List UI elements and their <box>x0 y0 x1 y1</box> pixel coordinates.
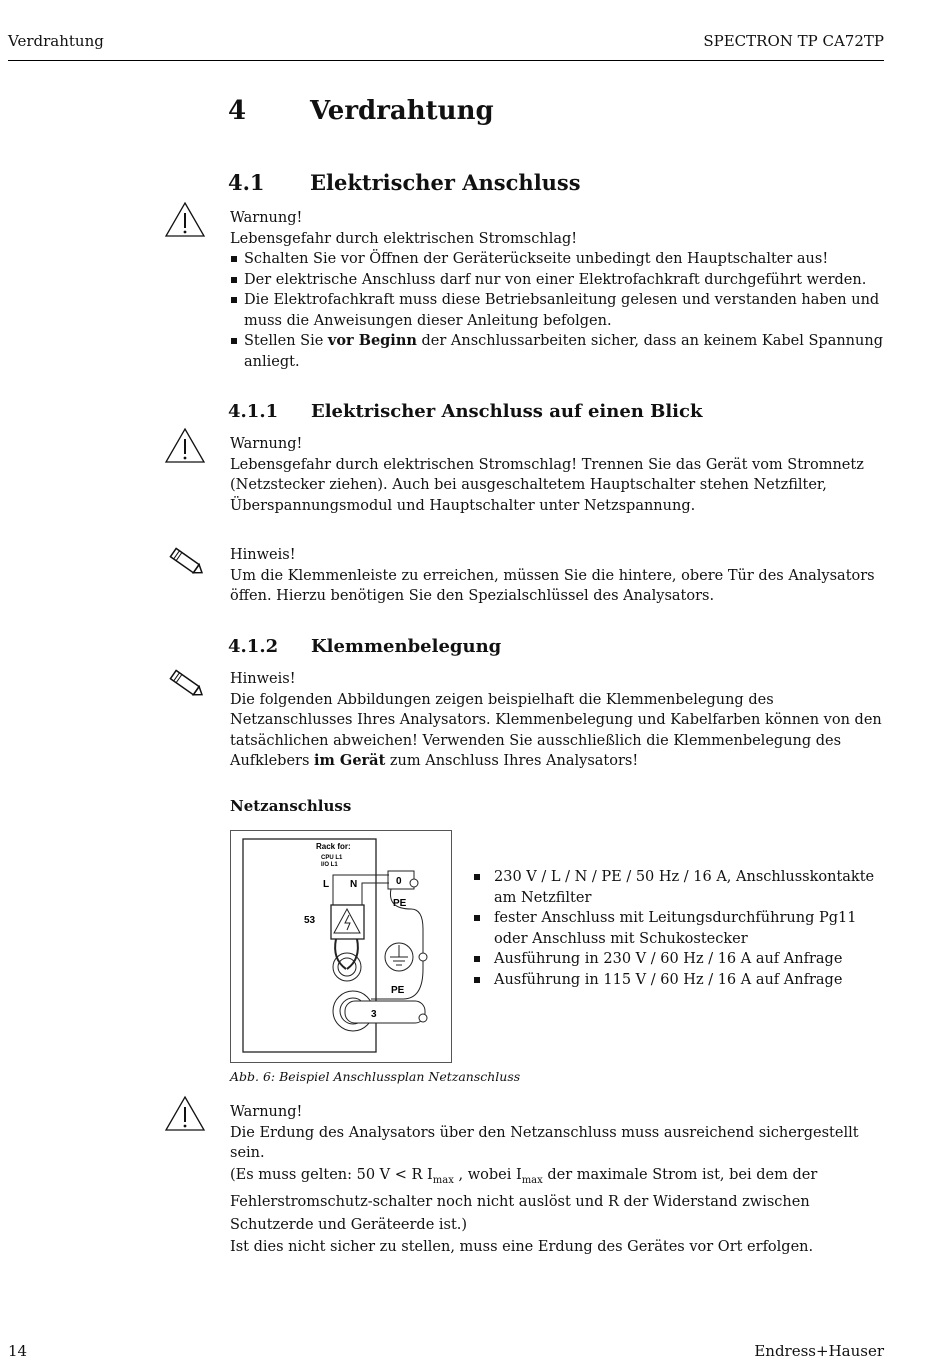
warning-text: Die Erdung des Analysators über den Netzanschluss muss ausreichend sichergestellt sein. <box>230 1124 859 1161</box>
warning-block-4-1-1 <box>230 434 890 516</box>
warning-label: Warnung! <box>230 1104 303 1120</box>
list-item: 230 V / L / N / PE / 50 Hz / 16 A, Anschlusskontakte am Netzfilter <box>473 867 893 908</box>
terminal-L: L <box>323 879 330 890</box>
warning-label: Warnung! <box>230 436 303 452</box>
section-heading-4-1-2 <box>228 636 501 657</box>
io-label: I/O L1 <box>321 862 338 868</box>
text: Die folgenden Abbildungen zeigen beispielhaft die Klemmenbelegung des Netzanschlusses Ihres Analysators. Klemmenbelegung und Kabelfarben können von den tatsächlichen abweichen! Verwenden Sie ausschließlich die Klemmenbelegung des Aufklebers <box>230 691 882 769</box>
pencil-note-icon <box>164 542 206 582</box>
netzanschluss-list <box>473 867 893 990</box>
warning-icon <box>164 426 206 466</box>
cpu-label: CPU L1 <box>321 855 343 861</box>
list-item <box>230 331 890 372</box>
note-block-4-1-2 <box>230 669 890 772</box>
pencil-note-icon <box>164 664 206 704</box>
running-header-section: Verdrahtung <box>8 32 104 50</box>
text: Stellen Sie <box>244 333 328 349</box>
text: der maximale Strom ist, bei dem der Fehlerstromschutz-schalter noch nicht auslöst und R der Widerstand zwischen Schutzerde und Geräteerde ist.) <box>230 1166 818 1234</box>
warning-icon <box>164 200 206 240</box>
rack-label: Rack for: <box>316 842 351 851</box>
note-label: Hinweis! <box>230 671 296 687</box>
figure-caption: Abb. 6: Beispiel Anschlussplan Netzanschluss <box>230 1069 521 1084</box>
wiring-diagram-figure <box>230 830 452 1063</box>
chapter-heading <box>228 96 494 126</box>
subscript: max <box>432 1174 454 1186</box>
section-title: Elektrischer Anschluss <box>310 170 581 195</box>
pe-label-top: PE <box>393 898 407 909</box>
text: der Anschlussarbeiten sicher, dass an keinem Kabel Spannung anliegt. <box>244 333 883 370</box>
pe-label-bottom: PE <box>391 985 405 996</box>
list-item: Ausführung in 230 V / 60 Hz / 16 A auf Anfrage <box>473 949 893 970</box>
section-heading-4-1-1 <box>228 401 702 422</box>
wiring-diagram <box>231 831 451 1062</box>
section-title: Elektrischer Anschluss auf einen Blick <box>311 401 703 422</box>
section-number: 4.1 <box>228 170 265 195</box>
chapter-number: 4 <box>228 96 247 126</box>
warning-formula-text <box>230 1164 895 1238</box>
warning-text: Lebensgefahr durch elektrischen Stromschlag! <box>230 230 578 247</box>
chapter-title: Verdrahtung <box>310 96 494 126</box>
bold-text: im Gerät <box>314 752 386 769</box>
running-header-product: SPECTRON TP CA72TP <box>703 32 884 50</box>
list-item: Die Elektrofachkraft muss diese Betriebsanleitung gelesen und verstanden haben und muss die Anweisungen dieser Anleitung befolgen. <box>230 290 890 331</box>
warning-icon <box>164 1094 206 1134</box>
list-item: Der elektrische Anschluss darf nur von einer Elektrofachkraft durchgeführt werden. <box>230 270 890 291</box>
warning-text: Ist dies nicht sicher zu stellen, muss eine Erdung des Gerätes vor Ort erfolgen. <box>230 1239 814 1256</box>
text: (Es muss gelten: 50 V < R I <box>230 1166 433 1183</box>
text: zum Anschluss Ihres Analysators! <box>385 753 639 769</box>
warning-label: Warnung! <box>230 210 303 226</box>
subheading-netzanschluss: Netzanschluss <box>230 797 352 815</box>
header-rule <box>8 60 884 61</box>
section-number: 4.1.1 <box>228 401 279 422</box>
terminal-0: 0 <box>396 876 402 887</box>
warning-block-grounding <box>230 1102 895 1258</box>
warning-block-4-1 <box>230 208 890 372</box>
module-53-label: 53 <box>304 915 316 926</box>
list-item: Schalten Sie vor Öffnen der Geräterückseite unbedingt den Hauptschalter aus! <box>230 249 890 270</box>
section-heading-4-1 <box>228 170 581 195</box>
section-title: Klemmenbelegung <box>311 636 502 657</box>
warning-text: Lebensgefahr durch elektrischen Stromschlag! Trennen Sie das Gerät vom Stromnetz (Netzstecker ziehen). Auch bei ausgeschaltetem Hauptschalter stehen Netzfilter, Überspannungsmodul und Hauptschalter unter Netzspannung. <box>230 456 864 514</box>
terminal-N: N <box>350 879 358 890</box>
list-item: Ausführung in 115 V / 60 Hz / 16 A auf Anfrage <box>473 970 893 991</box>
note-text <box>230 690 890 772</box>
text: , wobei I <box>453 1166 522 1183</box>
note-label: Hinweis! <box>230 547 296 563</box>
terminal-3: 3 <box>371 1009 377 1020</box>
note-text: Um die Klemmenleiste zu erreichen, müssen Sie die hintere, obere Tür des Analysators öffen. Hierzu benötigen Sie den Spezialschlüssel des Analysators. <box>230 567 875 604</box>
page-number: 14 <box>8 1342 28 1360</box>
note-block-4-1-1 <box>230 545 890 607</box>
subscript: max <box>521 1174 543 1186</box>
bold-text: vor Beginn <box>327 332 417 349</box>
list-item: fester Anschluss mit Leitungsdurchführung Pg11 oder Anschluss mit Schukostecker <box>473 908 893 949</box>
footer-brand: Endress+Hauser <box>754 1342 884 1360</box>
section-number: 4.1.2 <box>228 636 279 657</box>
